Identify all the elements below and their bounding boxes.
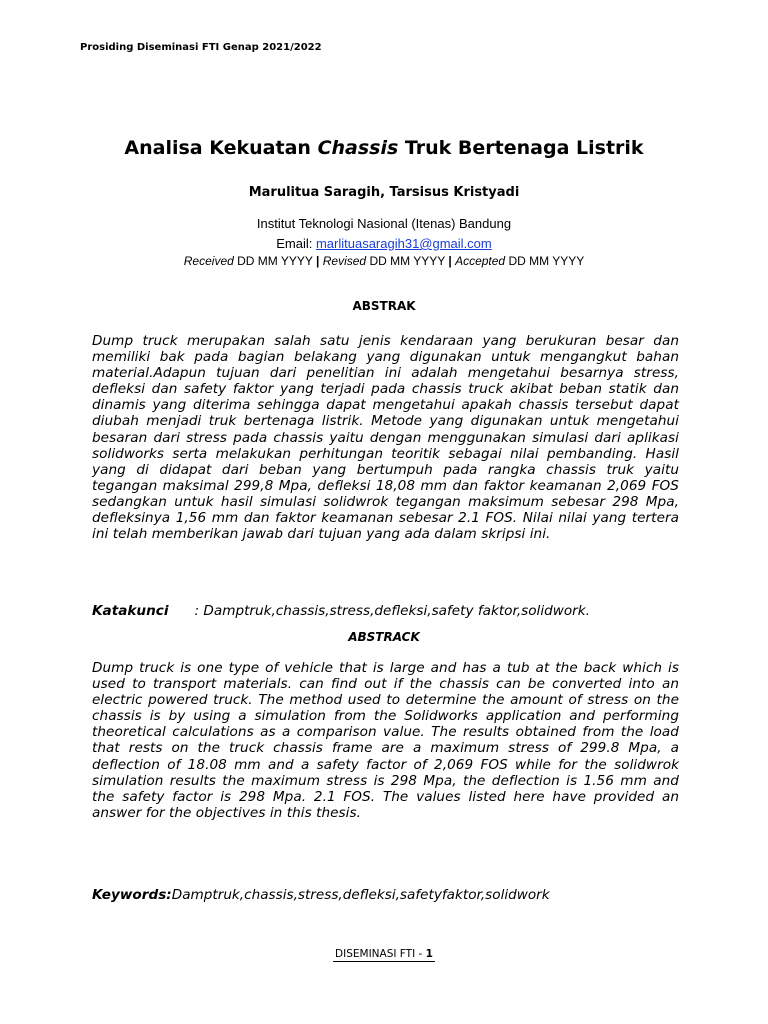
- katakunci-label: Katakunci: [92, 603, 169, 619]
- page-number: 1: [425, 948, 433, 960]
- revised-value: DD MM YYYY: [366, 254, 449, 268]
- authors: Marulitua Saragih, Tarsisus Kristyadi: [248, 185, 520, 200]
- dates-line: [0, 254, 768, 268]
- keywords-value: Damptruk,chassis,stress,defleksi,safetyfaktor,solidwork: [171, 887, 550, 903]
- received-value: DD MM YYYY: [233, 254, 317, 268]
- accepted-value: DD MM YYYY: [505, 254, 585, 268]
- institution: Institut Teknologi Nasional (Itenas) Bandung: [256, 216, 512, 231]
- abstract-heading: ABSTRACK: [348, 630, 420, 644]
- title-part2: Truk Bertenaga Listrik: [398, 137, 644, 159]
- accepted-label: Accepted: [455, 254, 506, 268]
- received-label: Received: [183, 254, 234, 268]
- abstrak-body: Dump truck merupakan salah satu jenis kendaraan yang berukuran besar dan memiliki bak pada bagian belakang yang digunakan untuk mengangkut bahan material.Adapun tujuan dari penelitian ini adalah mengetahui besarnya stress, defleksi dan safety faktor yang terjadi pada chassis truck akibat beban statik dan dinamis yang diterima sehingga dapat mengetahui apakah chassis tersebut dapat diubah menjadi truk bertenaga listrik. Metode yang digunakan untuk mengetahui besaran dari stress pada chassis yaitu dengan menggunakan simulasi dari aplikasi solidworks serta melakukan perhitungan teoritik sebagai nilai pembanding. Hasil yang di didapat dari beban yang bertumpuh pada rangka chassis truk yaitu tegangan maksimal 299,8 Mpa, defleksi 18,08 mm dan faktor keamanan 2,069 FOS sedangkan untuk hasil simulasi solidwrok tegangan maksimum sebesar 298 Mpa, defleksinya 1,56 mm dan faktor keamanan sebesar 2.1 FOS. Nilai nilai yang tertera ini telah memberikan jawab dari tujuan yang ada dalam skripsi ini.: [92, 333, 679, 543]
- katakunci-value: : Damptruk,chassis,stress,defleksi,safety faktor,solidwork.: [194, 603, 590, 619]
- paper-title: [0, 137, 768, 159]
- title-part1: Analisa Kekuatan: [124, 137, 318, 159]
- keywords-line: [92, 887, 550, 903]
- keywords-label: Keywords:: [92, 887, 172, 903]
- page-footer: [0, 948, 768, 960]
- separator: |: [448, 254, 452, 268]
- katakunci-line: [92, 603, 590, 619]
- footer-label: DISEMINASI FTI -: [335, 948, 426, 960]
- email-line: [0, 236, 768, 251]
- running-header: Prosiding Diseminasi FTI Genap 2021/2022: [80, 42, 322, 53]
- footer-box: [333, 948, 435, 962]
- separator: |: [316, 254, 320, 268]
- abstract-body: Dump truck is one type of vehicle that is large and has a tub at the back which is used to transport materials. can find out if the chassis can be converted into an electric powered truck. The method used to determine the amount of stress on the chassis is by using a simulation from the Solidworks application and performing theoretical calculations as a comparison value. The results obtained from the load that rests on the truck chassis frame are a maximum stress of 299.8 Mpa, a deflection of 18.08 mm and a safety factor of 2,069 FOS while for the solidwrok simulation results the maximum stress is 298 Mpa, the deflection is 1.56 mm and the safety factor is 298 Mpa. 2.1 FOS. The values listed here have provided an answer for the objectives in this thesis.: [92, 660, 679, 821]
- revised-label: Revised: [322, 254, 367, 268]
- title-italic: Chassis: [317, 137, 399, 159]
- email-link[interactable]: marlituasaragih31@gmail.com: [315, 236, 492, 251]
- abstrak-heading: ABSTRAK: [352, 299, 416, 313]
- email-label: Email:: [276, 236, 316, 251]
